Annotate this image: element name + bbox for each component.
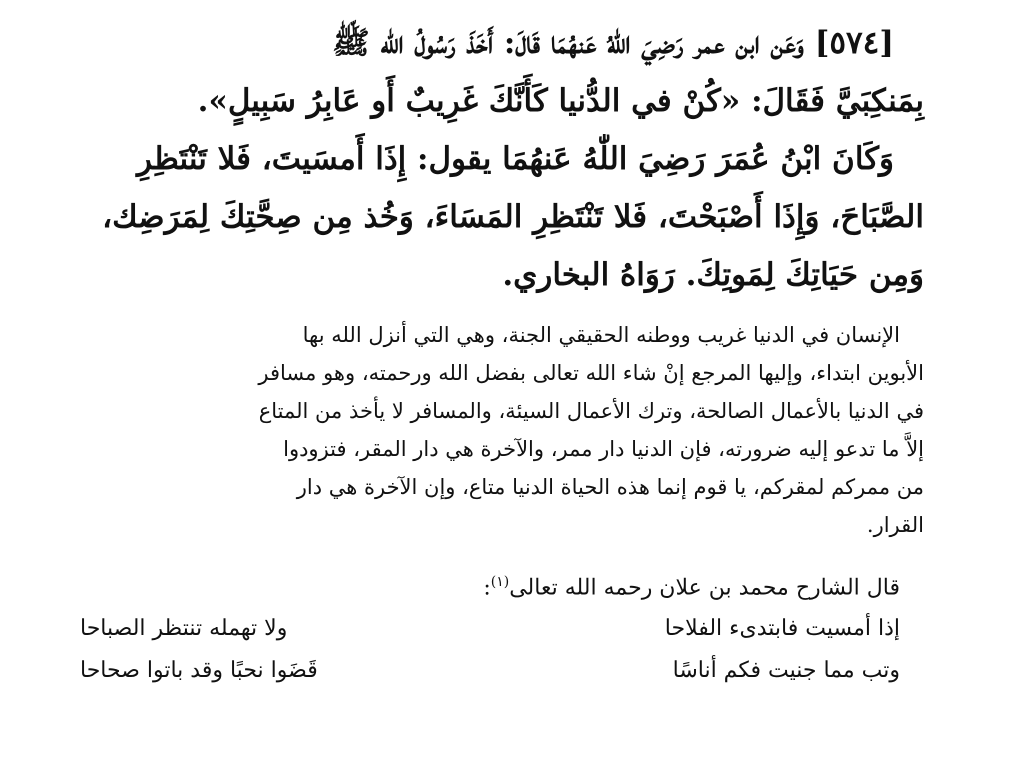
verse-first-hemistich: وتب مما جنيت فكم أناسًا	[672, 658, 900, 684]
commentary-line: القرار.	[866, 513, 924, 537]
verse-first-hemistich: إذا أمسيت فابتدىء الفلاحا	[664, 616, 900, 642]
hadith-line: بِمَنكِبَيَّ فَقَالَ: «كُنْ في الدُّنيا كَأَنَّكَ غَرِيبٌ أَو عَابِرُ سَبِيلٍ».	[197, 83, 924, 119]
commentary-line: من ممركم لمقركم، يا قوم إنما هذه الحياة الدنيا متاع، وإن الآخرة هي دار	[296, 475, 924, 499]
poem-verse	[80, 608, 924, 650]
verse-second-hemistich: قَضَوا نحبًا وقد باتوا صحاحا	[80, 658, 318, 684]
poem-intro-text: قال الشارح محمد بن علان رحمه الله تعالى	[509, 575, 900, 601]
commentary-paragraph	[80, 316, 924, 544]
verse-second-hemistich: ولا تهمله تنتظر الصباحا	[80, 616, 288, 642]
hadith-line: الصَّبَاحَ، وَإِذَا أَصْبَحْتَ، فَلا تَنْتَظِرِ المَسَاءَ، وَخُذ مِن صِحَّتِكَ لِمَرَضِك،	[102, 199, 924, 235]
commentary-line: إلاَّ ما تدعو إليه ضرورته، فإن الدنيا دار ممر، والآخرة هي دار المقر، فتزودوا	[283, 437, 924, 461]
hadith-text	[80, 14, 924, 304]
footnote-mark: (١)	[490, 574, 510, 590]
commentary-line: الإنسان في الدنيا غريب ووطنه الحقيقي الجنة، وهي التي أنزل الله بها	[302, 323, 900, 347]
commentary-line: الأبوين ابتداء، وإليها المرجع إنْ شاء الله تعالى بفضل الله ورحمته، وهو مسافر	[258, 361, 924, 385]
hadith-line: وَمِن حَيَاتِكَ لِمَوتِكَ. رَوَاهُ البخاري.	[502, 257, 924, 293]
poem-verse	[80, 650, 924, 692]
hadith-line: [٥٧٤] وَعَن ابن عمر رَضِيَ اللّٰهُ عَنهُمَا قَالَ: أَخَذَ رَسُولُ اللّٰه ﷺ	[332, 25, 894, 61]
commentary-line: في الدنيا بالأعمال الصالحة، وترك الأعمال السيئة، والمسافر لا يأخذ من المتاع	[258, 399, 924, 423]
poem-intro	[80, 562, 924, 608]
poem-intro-colon: :	[483, 575, 491, 601]
hadith-line: وَكَانَ ابْنُ عُمَرَ رَضِيَ اللّٰهُ عَنهُمَا يقول: إِذَا أَمسَيتَ، فَلا تَنْتَظِرِ	[137, 141, 894, 177]
